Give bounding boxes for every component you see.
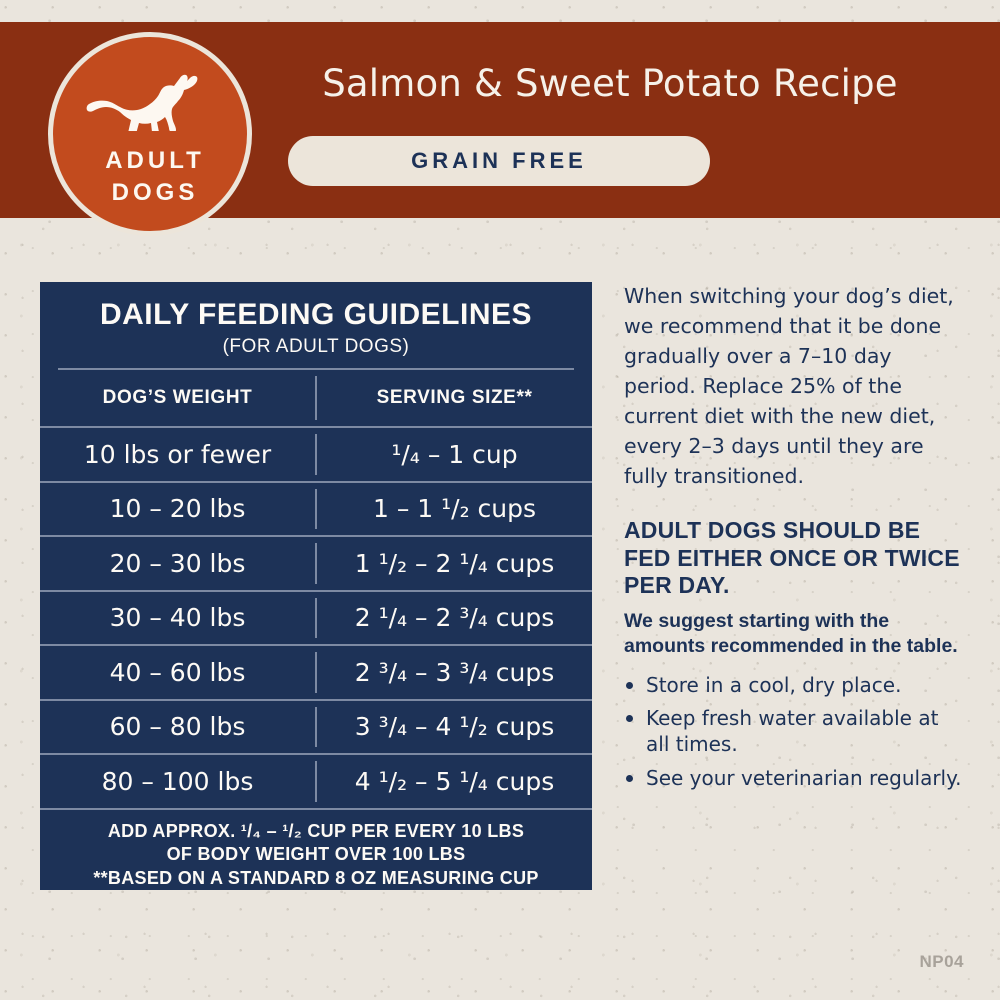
- table-row: [40, 699, 592, 754]
- cell-serving: 1 ¹/₂ – 2 ¹/₄ cups: [354, 548, 555, 578]
- cell-weight: 20 – 30 lbs: [109, 548, 246, 578]
- cell-weight: 80 – 100 lbs: [101, 766, 254, 796]
- table-title: DAILY FEEDING GUIDELINES: [99, 298, 533, 331]
- running-dog-icon: [85, 65, 225, 131]
- cell-serving: 3 ³/₄ – 4 ¹/₂ cups: [354, 712, 555, 742]
- cell-serving: ¹/₄ – 1 cup: [391, 439, 518, 469]
- table-row: [40, 426, 592, 481]
- product-code: NP04: [919, 952, 964, 971]
- cell-weight: 30 – 40 lbs: [109, 603, 246, 633]
- cell-weight: 10 lbs or fewer: [83, 439, 272, 469]
- grain-free-badge: [288, 136, 710, 186]
- care-tips-list: [624, 672, 962, 792]
- sidebar-notes: [624, 282, 962, 807]
- table-row: [40, 535, 592, 590]
- footnote-line-1: ADD APPROX. ¹/₄ – ¹/₂ CUP PER EVERY 10 LBS: [107, 820, 525, 841]
- table-row: [40, 644, 592, 699]
- table-row: [40, 481, 592, 536]
- badge-line-adult: ADULT: [105, 147, 205, 174]
- column-header-weight: DOG’S WEIGHT: [102, 387, 253, 408]
- feeding-frequency-headline: ADULT DOGS SHOULD BE FED EITHER ONCE OR TWICE PER DAY.: [624, 517, 960, 598]
- list-item: See your veterinarian regularly.: [624, 765, 962, 791]
- table-row: [40, 590, 592, 645]
- feeding-suggestion: We suggest starting with the amounts recommended in the table.: [624, 609, 958, 658]
- cell-serving: 1 – 1 ¹/₂ cups: [372, 494, 537, 524]
- table-footnote: [40, 808, 592, 891]
- footnote-line-2: OF BODY WEIGHT OVER 100 LBS: [166, 844, 466, 865]
- column-header-serving: SERVING SIZE**: [376, 387, 533, 408]
- table-column-headers: [40, 370, 592, 426]
- table-subtitle: (FOR ADULT DOGS): [222, 336, 410, 357]
- list-item: Store in a cool, dry place.: [624, 672, 962, 698]
- adult-dogs-badge: [48, 32, 252, 236]
- feeding-table-card: [40, 282, 592, 890]
- cell-weight: 60 – 80 lbs: [109, 712, 246, 742]
- page-title: Salmon & Sweet Potato Recipe: [322, 62, 898, 105]
- cell-weight: 40 – 60 lbs: [109, 657, 246, 687]
- badge-line-dogs: DOGS: [111, 179, 199, 206]
- footnote-line-3: **BASED ON A STANDARD 8 OZ MEASURING CUP: [93, 868, 539, 888]
- cell-serving: 2 ³/₄ – 3 ³/₄ cups: [354, 657, 555, 687]
- cell-serving: 2 ¹/₄ – 2 ³/₄ cups: [354, 603, 555, 633]
- table-row: [40, 753, 592, 808]
- grain-free-label: GRAIN FREE: [411, 148, 587, 173]
- cell-weight: 10 – 20 lbs: [109, 494, 246, 524]
- cell-serving: 4 ¹/₂ – 5 ¹/₄ cups: [354, 766, 555, 796]
- transition-instructions: When switching your dog’s diet, we recommend that it be done gradually over a 7–10 day period. Replace 25% of the current diet with the new diet, every 2–3 days until they are fully transitioned.: [624, 284, 954, 488]
- list-item: Keep fresh water available at all times.: [624, 705, 962, 758]
